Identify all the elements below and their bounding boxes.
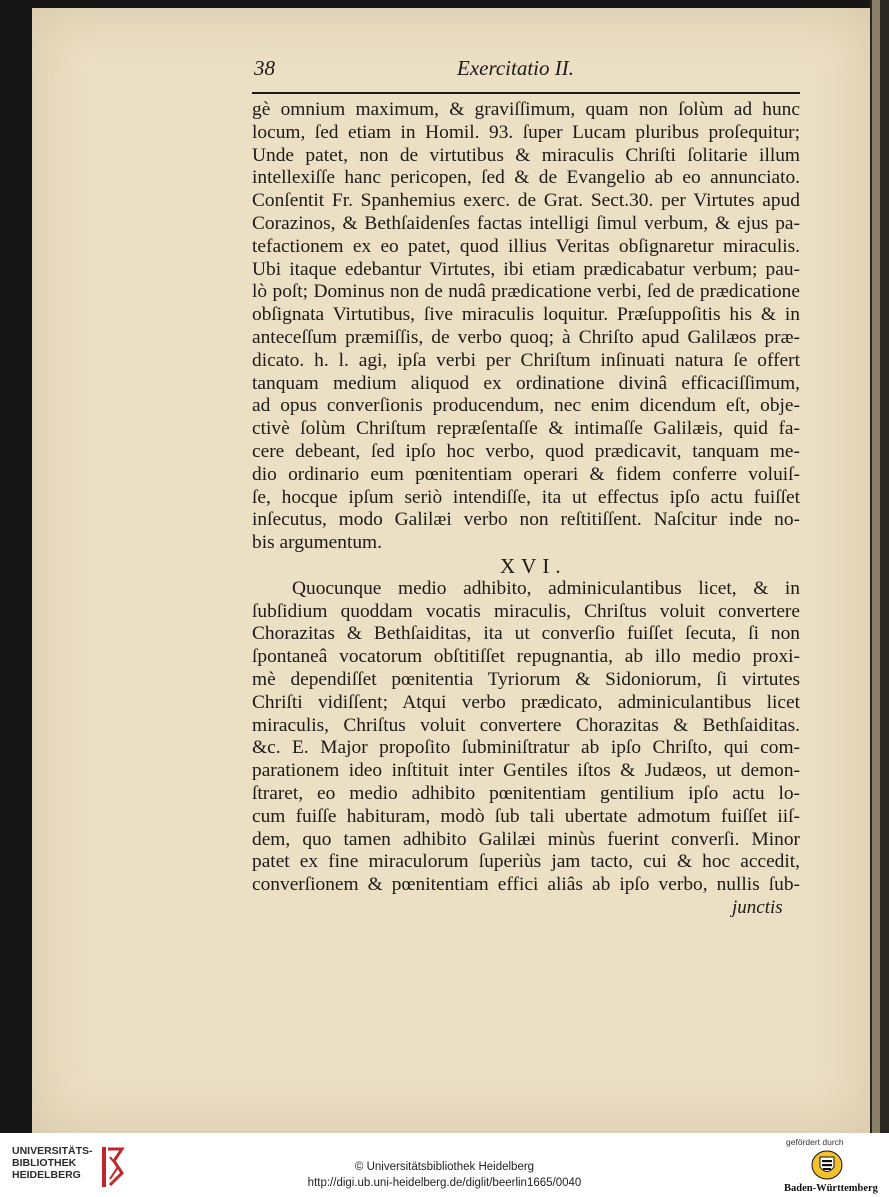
text-line: obſignata Virtutibus, ſive miraculis loquitur. Præſuppoſitis his & in — [252, 304, 800, 326]
text-line: Quocunque medio adhibito, adminiculantibus licet, & in — [292, 577, 800, 599]
text-line: Chriſti vidiſſent; Atqui verbo prædicato, adminiculantibus licet — [252, 691, 800, 713]
text-line: Ubi itaque edebantur Virtutes, ibi etiam prædicabatur verbum; pau- — [252, 258, 800, 280]
running-head — [252, 52, 800, 86]
text-line: miraculis, Chriſtus voluit convertere Chorazitas & Bethſaiditas. — [252, 714, 800, 736]
text-line: ſtraret, eo medio adhibito pœnitentiam gentilium ipſo actu lo- — [252, 782, 800, 804]
text-line: ctivè ſolùm Chriſtum repræſentaſſe & intimaſſe Galilæis, quid fa- — [252, 418, 800, 440]
copyright-notice: © Universitätsbibliothek Heidelberg — [354, 1161, 535, 1173]
section-paragraph — [252, 578, 800, 897]
text-line: anteceſſum præmiſſis, de verbo quoq; à Chriſto apud Galilæos præ- — [252, 326, 800, 348]
text-line: patet ex fine miraculorum ſuperiùs jam tacto, cui & hoc accedit, — [252, 851, 800, 873]
text-line: parationem ideo inſtituit inter Gentiles iſtos & Judæos, ut demon- — [252, 760, 800, 782]
text-line: Conſentit Fr. Spanhemius exerc. de Grat. Sect.30. per Virtutes apud — [252, 190, 800, 212]
text-line: ad opus converſionis producendum, nec enim dicendum eſt, obje- — [252, 395, 800, 417]
library-logo-text: UNIVERSITÄTS- BIBLIOTHEK HEIDELBERG — [12, 1145, 93, 1181]
page-number: 38 — [254, 56, 275, 80]
text-line: ſe, hocque ipſum seriò intendiſſe, ita ut effectus ipſo actu fuiſſet — [252, 486, 800, 508]
permalink[interactable]: http://digi.ub.uni-heidelberg.de/diglit/beerlin1665/0040 — [307, 1177, 582, 1189]
text-line: Corazinos, & Bethſaidenſes factas intelligi ſimul verbum, & ejus pa- — [252, 212, 800, 234]
page-edge — [870, 0, 889, 1133]
text-line: cum fuiſſe habituram, modò ſub tali ubertate admotum fuiſſet iiſ- — [252, 805, 800, 827]
text-line: ſubſidium quoddam vocatis miraculis, Chriſtus voluit convertere — [252, 600, 800, 622]
page-text-block — [252, 52, 800, 919]
text-line: dio ordinario eum pœnitentiam operari & fidem conferre voluiſ- — [252, 463, 800, 485]
text-line: bis argumentum. — [252, 532, 382, 554]
text-line: locum, ſed etiam in Homil. 93. ſuper Lucam pluribus proſequitur; — [252, 121, 800, 143]
text-line: lò poſt; Dominus non de nudâ prædicatione verbi, ſed de prædicatione — [252, 281, 800, 303]
text-line: &c. E. Major propoſito ſubminiſtratur ab ipſo Chriſto, qui com- — [252, 737, 800, 759]
text-line: converſionem & pœnitentiam effici aliâs ab ipſo verbo, nullis ſub- — [252, 874, 800, 896]
paragraph-continuation — [252, 99, 800, 555]
text-line: gè omnium maximum, & graviſſimum, quam non ſolùm ad hunc — [252, 99, 800, 120]
text-line: intellexiſſe hanc pericopen, ſed & de Evangelio ab eo annunciato. — [252, 167, 800, 189]
text-line: tanquam medium aliquod ex ordinatione divinâ efficaciſſimum, — [252, 372, 800, 394]
coat-of-arms-icon — [810, 1149, 844, 1181]
header-rule — [252, 92, 800, 94]
text-line: mè dependiſſet pœnitentia Tyriorum & Sidoniorum, ſi virtutes — [252, 668, 800, 690]
text-line: ſpontaneâ vocatorum obſtitiſſet repugnantia, ab illo medio proxi- — [252, 646, 800, 668]
text-line: inſecutus, modo Galilæi verbo non reſtitiſſent. Naſcitur inde no- — [252, 509, 800, 531]
funder-block — [780, 1137, 880, 1195]
text-line: cere debeant, ſed ipſo hoc verbo, quod prædicavit, tanquam me- — [252, 440, 800, 462]
catchword: junctis — [732, 896, 783, 918]
text-line: tefactionem ex eo patet, quod illius Veritas obſignaretur miraculis. — [252, 235, 800, 257]
running-title: Exercitatio II. — [457, 56, 575, 80]
funded-by-label: gefördert durch — [786, 1137, 844, 1147]
section-heading: XVI. — [500, 553, 567, 578]
viewer-footer — [0, 1133, 889, 1197]
funder-name: Baden-Württemberg — [784, 1183, 878, 1194]
text-line: Chorazitas & Bethſaiditas, ita ut converſio fuiſſet ſecuta, ſi non — [252, 623, 800, 645]
text-line: dem, quo tamen adhibito Galilæi minùs fuerint converſi. Minor — [252, 828, 800, 850]
text-line: Unde patet, non de virtutibus & miraculis Chriſti ſolitarie illum — [252, 144, 800, 166]
text-line: dicato. h. l. agi, ipſa verbi per Chriſtum inſinuati natura ſe offert — [252, 349, 800, 371]
